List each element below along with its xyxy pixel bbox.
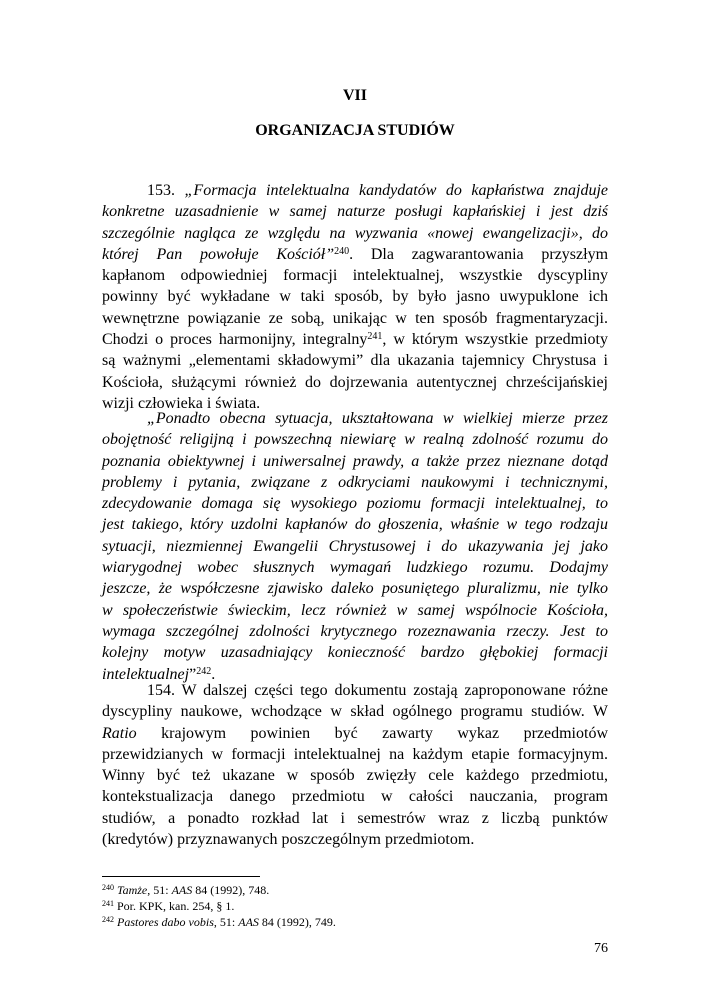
footnote-ref: 242 [196,665,212,677]
quote-paragraph [102,408,608,685]
text-line: Chodzi o proces harmonijny, integralny$^{241}$, w którym wszystkie przedmioty [102,331,608,349]
text-line: wewnętrzne powiązanie ze sobą, unikając w ten sposób fragmentaryzacji. [102,309,608,327]
footnote: $^{241}$ Por. KPK, kan. 254, § 1. [102,899,235,913]
footnote: $^{242}$ Pastores dabo vobis, 51: AAS 84 (1992), 749. [102,915,336,929]
paragraph-154 [102,680,608,850]
page-number: 76 [594,941,608,956]
footnote-ref: 241 [367,331,383,343]
text-line: problemy i pytania, związane z odkryciami naukowymi i technicznymi, [102,473,608,491]
text-line: są ważnymi „elementami składowymi” dla ukazania tajemnicy Chrystusa i [102,352,608,370]
text-line: powinny być wykładane w taki sposób, by było jasno uwypuklone ich [102,288,608,306]
text-line: kapłanom odpowiedniej formacji intelektualnej, wszystkie dyscypliny [102,267,608,285]
text-line: wizji człowieka i świata. [102,394,261,412]
text-line: przewidzianych w formacji intelektualnej na każdym etapie formacyjnym. [102,745,608,763]
footnote: $^{240}$ Tamże, 51: AAS 84 (1992), 748. [102,883,270,897]
text-line: poznania obiektywnej i uniwersalnej prawdy, a także przez nieznane dotąd [102,452,608,470]
text-line: w społeczeństwie świeckim, lecz również w samej wspólnocie Kościoła, [102,601,608,619]
text-line: Kościoła, służącymi również do dojrzewania autentycznej chrześcijańskiej [102,373,608,391]
text-line: 154. W dalszej części tego dokumentu zostają zaproponowane różne [147,682,608,699]
text-line: konkretne uzasadnienie w samej naturze posługi kapłańskiej i jest dziś [102,203,608,221]
text-line: 153. „Formacja intelektualna kandydatów do kapłaństwa znajduje [147,182,609,199]
text-line: Winny być też ukazane w sposób zwięzły cele każdego przedmiotu, [102,767,608,785]
text-line: kolejny motyw uzasadniający konieczność bardzo głębokiej formacji [102,644,608,662]
chapter-number: VII [342,87,367,104]
text-line: kontekstualizacja danego przedmiotu w całości nauczania, program [102,788,608,806]
footnote-ref: 240 [334,245,350,257]
text-line: zdecydowanie domaga się wysokiego poziomu formacji intelektualnej, to [102,495,608,513]
text-line: wymaga szczególnej zdolności krytycznego rozeznawania rzeczy. Jest to [102,622,608,640]
text-line: studiów, a ponadto rozkład lat i semestrów wraz z liczbą punktów [102,809,608,827]
text-line: jeszcze, że współczesne zjawisko daleko posuniętego pluralizmu, nie tylko [102,580,608,598]
text-line: „Ponadto obecna sytuacja, ukształtowana w wielkiej mierze przez [147,410,608,427]
text-line: sytuacji, niezmiennej Ewangelii Chrystusowej i do ukazywania jej jako [102,537,608,555]
text-line: której Pan powołuje Kościół”$^{240}$. Dla zagwarantowania przyszłym [102,245,609,263]
text-line: (kredytów) przyznawanych poszczególnym przedmiotom. [102,831,475,849]
paragraph-153 [102,180,608,414]
text-line: szczególnie nagląca ze względu na wyzwania «nowej ewangelizacji», do [102,224,608,242]
text-line: Ratio krajowym powinien być zawarty wykaz przedmiotów [102,724,608,742]
text-line: wiarygodnej wobec słusznych wymagań ludzkiego rozumu. Dodajmy [102,559,608,577]
chapter-title: ORGANIZACJA STUDIÓW [255,122,455,139]
text-line: intelektualnej”$^{242}$. [102,665,216,683]
text-line: jest takiego, który uzdolni kapłanów do głoszenia, właśnie w tego rodzaju [102,516,608,534]
text-line: obojętność religijną i powszechną niewiarę w realną zdolność rozumu do [102,431,608,449]
footnote-separator [102,876,260,877]
text-line: dyscypliny naukowe, wchodzące w skład ogólnego programu studiów. W [102,703,608,721]
